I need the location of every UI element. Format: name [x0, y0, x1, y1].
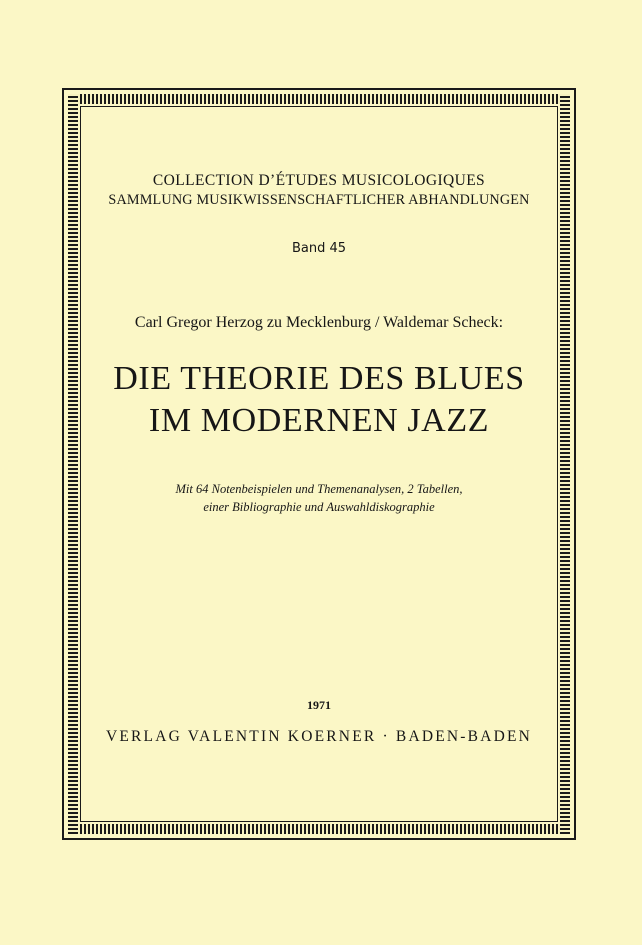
subtitle-line-1: Mit 64 Notenbeispielen und Themenanalysen, 2 Tabellen, — [175, 482, 463, 496]
series-title-french: COLLECTION D’ÉTUDES MUSICOLOGIQUES — [152, 172, 486, 189]
publication-year: 1971 — [307, 698, 331, 712]
series-title-german: SAMMLUNG MUSIKWISSENSCHAFTLICHER ABHANDLUNGEN — [108, 192, 530, 208]
book-title-line-1: DIE THEORIE DES BLUES — [113, 360, 525, 397]
authors: Carl Gregor Herzog zu Mecklenburg / Waldemar Scheck: — [134, 314, 504, 331]
volume-number: Band 45 — [291, 241, 347, 256]
title-page — [62, 88, 576, 840]
publisher: VERLAG VALENTIN KOERNER · BADEN-BADEN — [105, 728, 533, 745]
book-title-line-2: IM MODERNEN JAZZ — [148, 402, 490, 439]
subtitle-line-2: einer Bibliographie und Auswahldiskographie — [203, 500, 435, 514]
